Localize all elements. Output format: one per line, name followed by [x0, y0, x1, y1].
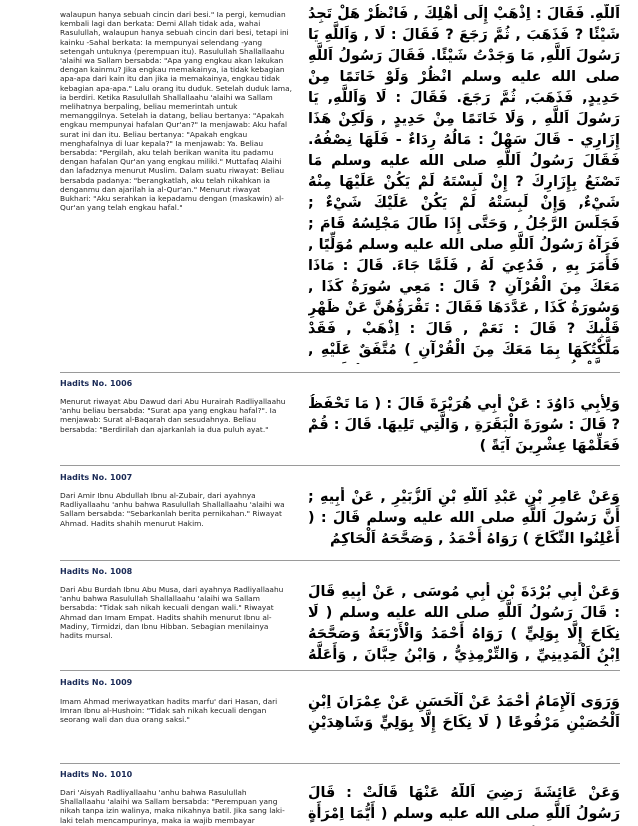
- section-divider: [60, 372, 620, 373]
- hadits-translation: Dari Amir Ibnu Abdullah Ibnu al-Zubair, dari ayahnya Radliyallaahu 'anhu bahwa Rasulullah Shallallaahu 'alaihi wa Sallam bersabda: "Sebarkanlah berita pernikahan." Riwayat Ahmad. Hadits shahih menurut Hakim.: [60, 491, 285, 528]
- hadits-number-heading: Hadits No. 1009: [60, 678, 133, 687]
- hadits-arabic-text: وَعَنْ عَائِشَةَ رَضِيَ اَللَّهُ عَنْهَا قَالَتْ : قَالَ رَسُولُ اَللَّهِ صلى الله عليه وسلم ( أَيُّمَا اِمْرَأَةٍ: [308, 785, 620, 822]
- hadits-number-heading: Hadits No. 1010: [60, 770, 133, 779]
- hadits-arabic-text: اَللَّهِ. فَقَالَ : اِذْهَبْ إِلَى أَهْلِكَ , فَانْظُرْ هَلْ تَجِدُ شَيْئًا ? فَذَهَبَ , ثُمَّ رَجَعَ ? فَقَالَ : لَا , وَاَللَّهِ يَا رَسُولَ اَللَّهِ, مَا وَجَدْتُ شَيْئًا. فَقَالَ رَسُولُ اَللَّهِ صلى الله عليه وسلم انْظُرْ وَلَوْ خَاتَمًا مِنْ حَدِيدٍ, فَذَهَبَ, ثُمَّ رَجَعَ. فَقَالَ : لَا وَاَللَّهِ, يَا رَسُولَ اَللَّهِ , وَلَا خَاتَمًا مِنْ حَدِيدٍ , وَلَكِنْ هَذَا إِزَارِي - قَالَ سَهْلٌ : مَالُهُ رِدَاءٌ - فَلَهَا نِصْفُهُ. فَقَالَ رَسُولُ اَللَّهِ صلى الله عليه وسلم مَا تَصْنَعُ بِإِزَارِكَ ? إِنْ لَبِسْتَهُ لَمْ يَكُنْ عَلَيْهَا مِنْهُ شَيْءٌ, وَإِنْ لَبِسَتْهُ لَمْ يَكُنْ عَلَيْكَ شَيْءٌ ; فَجَلَسَ الرَّجُلُ , وَحَتَّى إِذَا طَالَ مَجْلِسُهُ قَامَ ; فَرَآهُ رَسُولُ اَللَّهِ صلى الله عليه وسلم مُوَلِّيًا , فَأَمَرَ بِهِ , فَدُعِيَ لَهُ , فَلَمَّا جَاءَ. قَالَ : مَاذَا مَعَكَ مِنَ الْقُرْآنِ ? قَالَ : مَعِي سُورَةُ كَذَا , وَسُورَةُ كَذَا , عَدَّدَهَا فَقَالَ : تَقْرَؤُهُنَّ عَنْ ظَهْرِ قَلْبِكَ ? قَالَ : نَعَمْ , قَالَ : اِذْهَبْ , فَقَدْ مَلَّكْتُكَهَا بِمَا مَعَكَ مِنَ الْقُرْآنِ ) مُتَّفَقٌ عَلَيْهِ ,: [308, 6, 620, 358]
- hadits-arabic-text: وَعَنْ عَامِرِ بْنِ عَبْدِ اَللَّهِ بْنِ اَلزُّبَيْرِ , عَنْ أَبِيهِ ; أَنَّ رَسُولَ اَللَّهِ صلى الله عليه وسلم قَالَ : ( أَعْلِنُوا النِّكَاحَ ) رَوَاهُ أَحْمَدُ , وَصَحَّحَهُ اَلْحَاكِمُ: [308, 489, 620, 547]
- section-divider: [60, 763, 620, 764]
- hadits-translation: Dari Abu Burdah Ibnu Abu Musa, dari ayahnya Radliyallaahu 'anhu bahwa Rasulullah Shallallaahu 'alaihi wa Sallam bersabda: "Tidak sah nikah kecuali dengan wali." Riwayat Ahmad dan Imam Empat. Hadits shahih menurut Ibnu al-Madiny, Tirmidzi, dan Ibnu Hibban. Sebagian menilainya hadits mursal.: [60, 585, 284, 641]
- hadits-translation: Dari 'Aisyah Radliyallaahu 'anhu bahwa Rasulullah Shallallaahu 'alaihi wa Sallam bersabda: "Perempuan yang nikah tanpa izin walinya, maka nikahnya batil. Jika sang laki-laki telah mencampurinya, maka ia wajib membayar: [60, 788, 285, 825]
- hadits-number-heading: Hadits No. 1008: [60, 567, 133, 576]
- hadits-arabic-text: وَعَنْ أَبِي بُرْدَةَ بْنِ أَبِي مُوسَى , عَنْ أَبِيهِ قَالَ : قَالَ رَسُولُ اَللَّهِ صلى الله عليه وسلم ( لَا نِكَاحَ إِلَّا بِوَلِيٍّ ) رَوَاهُ أَحْمَدُ وَالْأَرْبَعَةُ وَصَحَّحَهُ اِبْنُ اَلْمَدِينِيِّ , وَالتِّرْمِذِيُّ , وَابْنُ حِبَّانَ , وَأَعَلَّهُ: [308, 584, 620, 663]
- hadits-translation: Menurut riwayat Abu Dawud dari Abu Hurairah Radliyallaahu 'anhu beliau bersabda: "Surat apa yang engkau hafal?". Ia menjawab: Surat al-Baqarah dan sesudahnya. Beliau bersabda: "Berdirilah dan ajarkanlah ia dua puluh ayat.": [60, 397, 286, 434]
- section-divider: [60, 670, 620, 671]
- hadits-arabic-text: وَلِأَبِي دَاوُدَ : عَنْ أَبِي هُرَيْرَةَ قَالَ : ( مَا تَحْفَظُ ? قَالَ : سُورَةَ الْبَقَرَةِ , وَالَّتِي تَلِيهَا. قَالَ : قُمْ فَعَلِّمْهَا عِشْرِينَ آيَةً ): [308, 396, 620, 454]
- hadits-translation: walaupun hanya sebuah cincin dari besi." Ia pergi, kemudian kembali lagi dan berkata: Demi Allah tidak ada, wahai Rasulullah, walaupun hanya sebuah cincin dari besi, tetapi ini kainku -Sahal berkata: Ia mempunyai selendang -yang setengah untuknya (perempuan itu). Rasulullah Shallallaahu 'alaihi wa Sallam bersabda: "Apa yang engkau akan lakukan dengan kainmu? Jika engkau memakainya, ia tidak kebagian apa-apa dari kain itu dan jika ia memakainya, engkau tidak kebagian apa-apa." Lalu orang itu duduk. Setelah duduk lama, ia berdiri. Ketika Rasulullah Shallallaahu 'alaihi wa Sallam melihatnya berpaling, beliau memerintah untuk memanggilnya. Setelah ia datang, beliau bertanya: "Apakah engkau mempunyai hafalan Qur'an?" Ia menjawab: Aku hafal surat ini dan itu. Beliau bertanya: "Apakah engkau menghafalnya di luar kepala?" Ia menjawab: Ya. Beliau bersabda: "Pergilah, aku telah berikan wanita itu padamu dengan hafalan Qur'an yang engkau miliki." Muttafaq Alaihi dan lafadznya menurut Muslim. Dalam suatu riwayat: Beliau bersabda padanya: "berangkatlah, aku telah nikahkan ia denganmu dan ajarilah ia al-Qur'an." Menurut riwayat Bukhari: "Aku serahkan ia kepadamu dengan (maskawin) al-Qur'an yang telah engkau hafal.": [60, 10, 292, 213]
- hadits-arabic-text: وَرَوَى اَلْإِمَامُ أَحْمَدُ عَنْ اَلْحَسَنِ عَنْ عِمْرَانَ اِبْنِ اَلْحُصَيْنِ مَرْفُوعًا ( لَا نِكَاحَ إِلَّا بِوَلِيٍّ وَشَاهِدَيْنِ: [308, 694, 620, 731]
- section-divider: [60, 465, 620, 466]
- section-divider: [60, 560, 620, 561]
- hadits-number-heading: Hadits No. 1007: [60, 473, 133, 482]
- hadits-translation: Imam Ahmad meriwayatkan hadits marfu' dari Hasan, dari Imran Ibnu al-Hushoin: "Tidak sah nikah kecuali dengan seorang wali dan dua orang saksi.": [60, 697, 278, 725]
- hadits-number-heading: Hadits No. 1006: [60, 379, 133, 388]
